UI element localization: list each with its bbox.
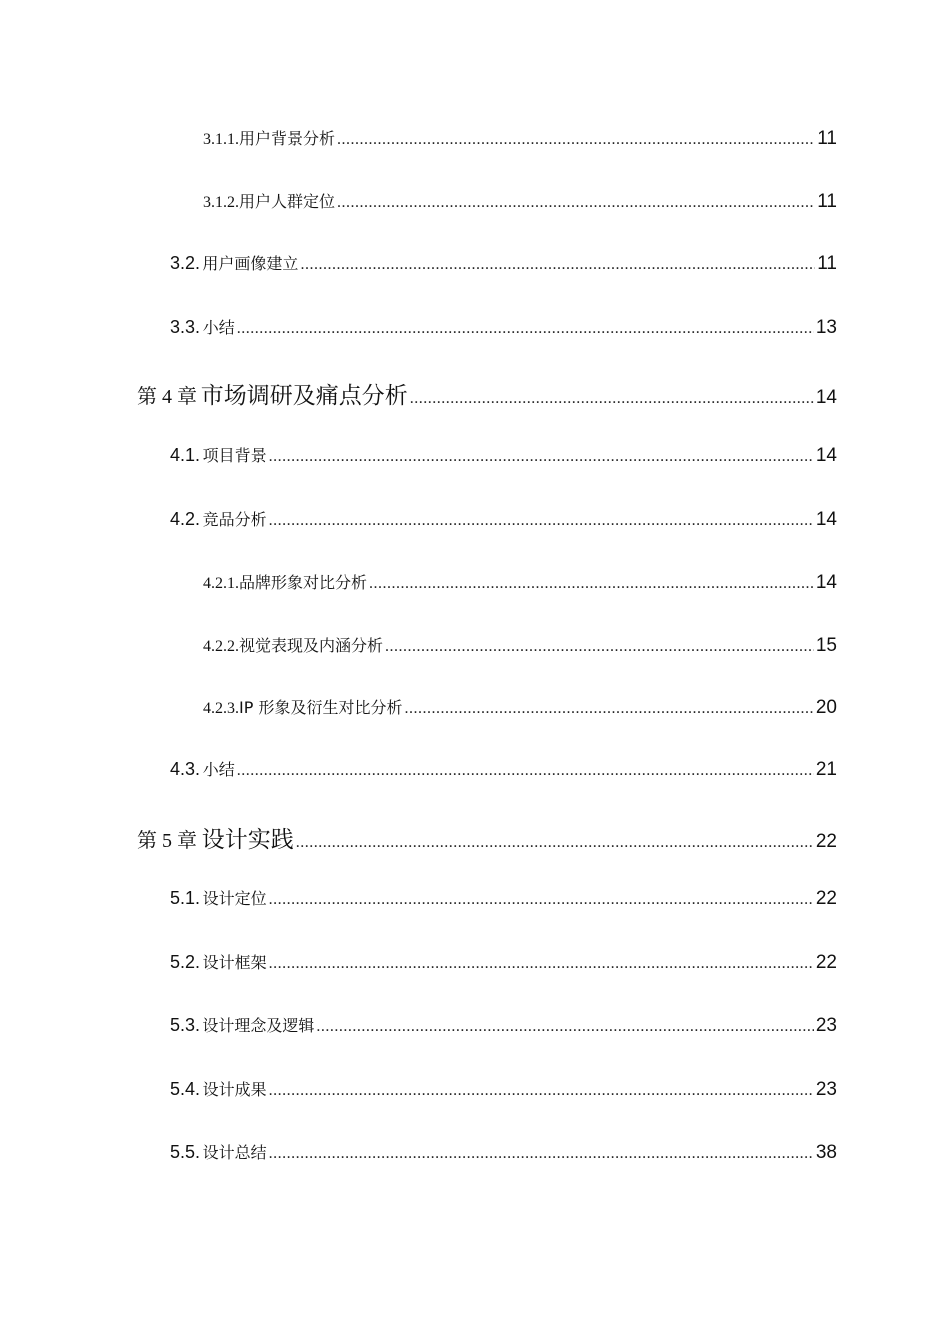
toc-entry-page: 11 <box>817 191 837 212</box>
toc-entry-number: 5.2. <box>170 952 201 972</box>
toc-entry[interactable] <box>203 189 837 213</box>
toc-entry[interactable] <box>170 1077 837 1101</box>
toc-entry[interactable] <box>170 315 837 339</box>
toc-entry-number: 3.1.1. <box>203 131 239 148</box>
toc-chapter-number: 第 5 章 <box>137 830 197 852</box>
dot-leader <box>269 955 814 973</box>
toc-entry-page: 14 <box>815 445 837 466</box>
dot-leader <box>369 575 814 593</box>
toc-entry-number: 5.3. <box>170 1015 201 1035</box>
toc-entry-page: 11 <box>817 128 837 149</box>
toc-entry-page: 11 <box>817 253 837 274</box>
dot-leader <box>237 762 814 780</box>
dot-leader <box>316 1018 814 1036</box>
toc-entry-number: 3.3. <box>170 317 201 337</box>
dot-leader <box>269 448 814 466</box>
toc-entry[interactable] <box>170 1140 837 1164</box>
toc-entry-number: 5.4. <box>170 1079 201 1099</box>
toc-entry-title: 小结 <box>202 318 235 337</box>
toc-entry-title: 设计成果 <box>202 1080 267 1099</box>
dot-leader <box>269 1145 814 1163</box>
toc-entry-number: 3.2. <box>170 253 201 273</box>
toc-entry-title: 视觉表现及内涵分析 <box>239 636 384 655</box>
toc-entry-number: 4.2.1. <box>203 575 239 592</box>
toc-entry-number: 4.1. <box>170 445 201 465</box>
toc-entry[interactable] <box>203 695 837 719</box>
toc-entry-title: 小结 <box>202 760 235 779</box>
toc-entry-title: 设计框架 <box>202 953 267 972</box>
toc-entry-title: 品牌形象对比分析 <box>239 573 368 592</box>
toc-entry-number: 4.2.3. <box>203 700 239 717</box>
toc-entry-page: 22 <box>815 952 837 973</box>
toc-entry-title: 用户画像建立 <box>202 254 299 273</box>
toc-entry-title: 设计总结 <box>202 1143 267 1162</box>
toc-entry-page: 23 <box>815 1015 837 1036</box>
toc-entry-page: 14 <box>815 387 837 408</box>
toc-entry[interactable] <box>170 950 837 974</box>
toc-entry-page: 23 <box>815 1079 837 1100</box>
toc-chapter-title: 市场调研及痛点分析 <box>200 383 408 409</box>
toc-entry-page: 15 <box>815 635 837 656</box>
toc-entry-number: 5.5. <box>170 1142 201 1162</box>
toc-entry[interactable] <box>203 126 837 150</box>
toc-entry[interactable] <box>170 757 837 781</box>
dot-leader <box>269 512 814 530</box>
toc-chapter-entry[interactable] <box>137 377 837 410</box>
dot-leader <box>237 320 814 338</box>
dot-leader <box>337 131 815 149</box>
toc-entry-number: 5.1. <box>170 888 201 908</box>
dot-leader <box>300 256 815 274</box>
toc-entry[interactable] <box>170 886 837 910</box>
dot-leader <box>404 700 813 718</box>
toc-entry-page: 22 <box>815 888 837 909</box>
toc-entry-title: 项目背景 <box>202 446 267 465</box>
toc-entry[interactable] <box>203 570 837 594</box>
toc-entry-title: 用户背景分析 <box>239 129 336 148</box>
dot-leader <box>385 638 814 656</box>
toc-entry-title: IP 形象及衍生对比分析 <box>239 698 403 717</box>
toc-entry[interactable] <box>170 251 837 275</box>
toc-entry[interactable] <box>203 633 837 657</box>
toc-entry[interactable] <box>170 1013 837 1037</box>
toc-entry-page: 22 <box>815 831 837 852</box>
toc-entry-page: 38 <box>815 1142 837 1163</box>
dot-leader <box>296 834 814 852</box>
toc-chapter-title: 设计实践 <box>201 827 294 853</box>
toc-chapter-number: 第 4 章 <box>137 386 197 408</box>
toc-entry-page: 20 <box>815 697 837 718</box>
toc-entry[interactable] <box>170 443 837 467</box>
dot-leader <box>337 194 815 212</box>
toc-entry-number: 4.2. <box>170 509 201 529</box>
toc-entry-title: 设计理念及逻辑 <box>202 1016 315 1035</box>
dot-leader <box>269 891 814 909</box>
toc-chapter-entry[interactable] <box>137 821 837 854</box>
toc-entry-number: 3.1.2. <box>203 194 239 211</box>
dot-leader <box>269 1082 814 1100</box>
toc-entry-page: 14 <box>815 572 837 593</box>
toc-entry[interactable] <box>170 507 837 531</box>
toc-entry-page: 14 <box>815 509 837 530</box>
toc-entry-number: 4.2.2. <box>203 638 239 655</box>
dot-leader <box>410 390 814 408</box>
toc-entry-title: 用户人群定位 <box>239 192 336 211</box>
toc-entry-title: 竞品分析 <box>202 510 267 529</box>
toc-entry-page: 21 <box>815 759 837 780</box>
toc-entry-title: 设计定位 <box>202 889 267 908</box>
toc-entry-number: 4.3. <box>170 759 201 779</box>
toc-entry-page: 13 <box>815 317 837 338</box>
